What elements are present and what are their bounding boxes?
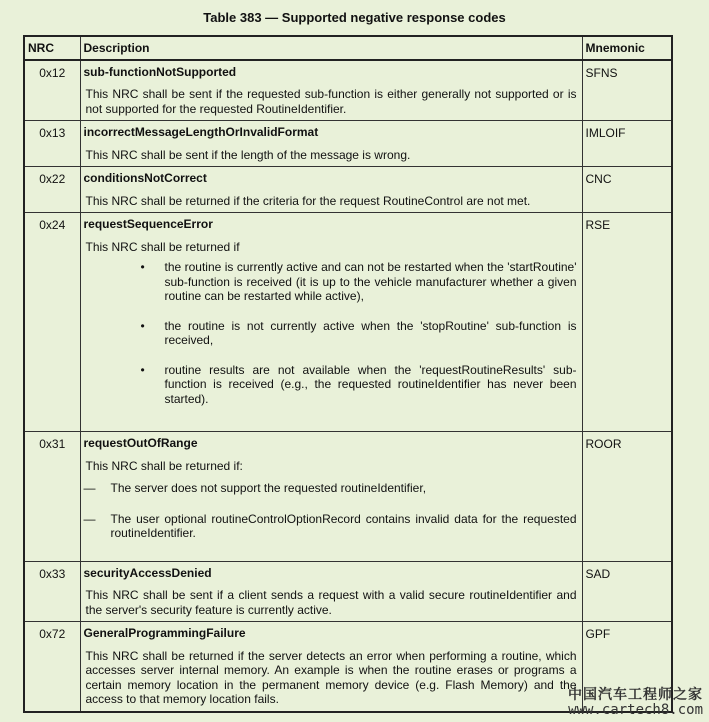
nrc-name: conditionsNotCorrect: [83, 171, 207, 185]
bullet-icon: •: [140, 318, 145, 333]
table-row: [24, 167, 672, 213]
nrc-code: 0x72: [24, 622, 80, 712]
nrc-name: incorrectMessageLengthOrInvalidFormat: [83, 125, 319, 139]
nrc-description: This NRC shall be returned if: [85, 239, 240, 254]
table-title: Table 383 — Supported negative response codes: [203, 10, 506, 25]
dash-icon: —: [83, 511, 96, 526]
description-cell: [80, 60, 582, 121]
nrc-code: 0x33: [24, 561, 80, 622]
list-item: — The server does not support the requested routineIdentifier,: [83, 481, 427, 495]
nrc-code: 0x13: [24, 121, 80, 167]
table-row: [24, 561, 672, 622]
description-cell: [80, 561, 582, 622]
table-header-row: [24, 36, 672, 60]
list-item: • the routine is currently active and can not be restarted when the 'startRoutine' sub-function is received (it is up to the vehicle manufacturer whether a given routine can be restarted while active),: [140, 260, 577, 303]
list-item: • routine results are not available when the 'requestRoutineResults' sub-function is received (e.g., the requested routineIdentifier has never been started).: [140, 362, 577, 406]
bullet-list: [84, 260, 579, 406]
nrc-mnemonic: RSE: [582, 213, 672, 432]
nrc-code: 0x24: [24, 213, 80, 432]
nrc-name: requestSequenceError: [83, 217, 213, 231]
description-cell: [80, 213, 582, 432]
table-row: [24, 121, 672, 167]
nrc-name: requestOutOfRange: [83, 436, 198, 450]
description-cell: [80, 121, 582, 167]
nrc-mnemonic: GPF: [582, 622, 672, 712]
table-row: [24, 213, 672, 432]
nrc-description: This NRC shall be returned if:: [85, 458, 243, 473]
watermark-line-1: 中国汽车工程师之家: [568, 687, 703, 703]
bullet-icon: •: [140, 260, 145, 274]
nrc-name: sub-functionNotSupported: [83, 64, 237, 79]
nrc-mnemonic: CNC: [582, 167, 672, 213]
list-item: — The user optional routineControlOptionRecord contains invalid data for the requested routineIdentifier.: [83, 511, 577, 540]
nrc-mnemonic: IMLOIF: [582, 121, 672, 167]
nrc-mnemonic: ROOR: [582, 432, 672, 562]
bullet-icon: •: [140, 362, 145, 377]
dash-icon: —: [83, 481, 96, 495]
nrc-description: This NRC shall be sent if the requested sub-function is either generally not supported or is not supported for the requested RoutineIdentifier.: [85, 87, 577, 116]
nrc-code: 0x12: [24, 60, 80, 121]
description-cell: [80, 622, 582, 712]
nrc-description: This NRC shall be returned if the criteria for the request RoutineControl are not met.: [85, 193, 531, 208]
list-item: • the routine is not currently active when the 'stopRoutine' sub-function is received,: [140, 318, 577, 347]
dash-list: [84, 481, 579, 541]
table-row: [24, 60, 672, 121]
nrc-description: This NRC shall be sent if the length of the message is wrong.: [85, 147, 411, 162]
nrc-name: GeneralProgrammingFailure: [83, 626, 246, 640]
nrc-code: 0x31: [24, 432, 80, 562]
nrc-mnemonic: SFNS: [582, 60, 672, 121]
header-nrc: NRC: [24, 36, 80, 60]
description-cell: [80, 167, 582, 213]
nrc-name: securityAccessDenied: [83, 565, 212, 580]
watermark-line-2: www.cartech8.com: [568, 702, 703, 718]
nrc-mnemonic: SAD: [582, 561, 672, 622]
nrc-description: This NRC shall be returned if the server detects an error when performing a routine, which accesses server internal memory. An example is when the routine erases or programs a certain memory location in the permanent memory device (e.g. Flash Memory) and the access to that memory location fails.: [85, 648, 577, 706]
header-mnemonic: Mnemonic: [582, 36, 672, 60]
watermark: [568, 688, 703, 718]
header-description: Description: [80, 36, 582, 60]
nrc-code: 0x22: [24, 167, 80, 213]
description-cell: [80, 432, 582, 562]
table-row: [24, 432, 672, 562]
nrc-description: This NRC shall be sent if a client sends a request with a valid secure routineIdentifier and the server's security feature is currently active.: [85, 588, 577, 617]
nrc-table: [23, 35, 673, 713]
